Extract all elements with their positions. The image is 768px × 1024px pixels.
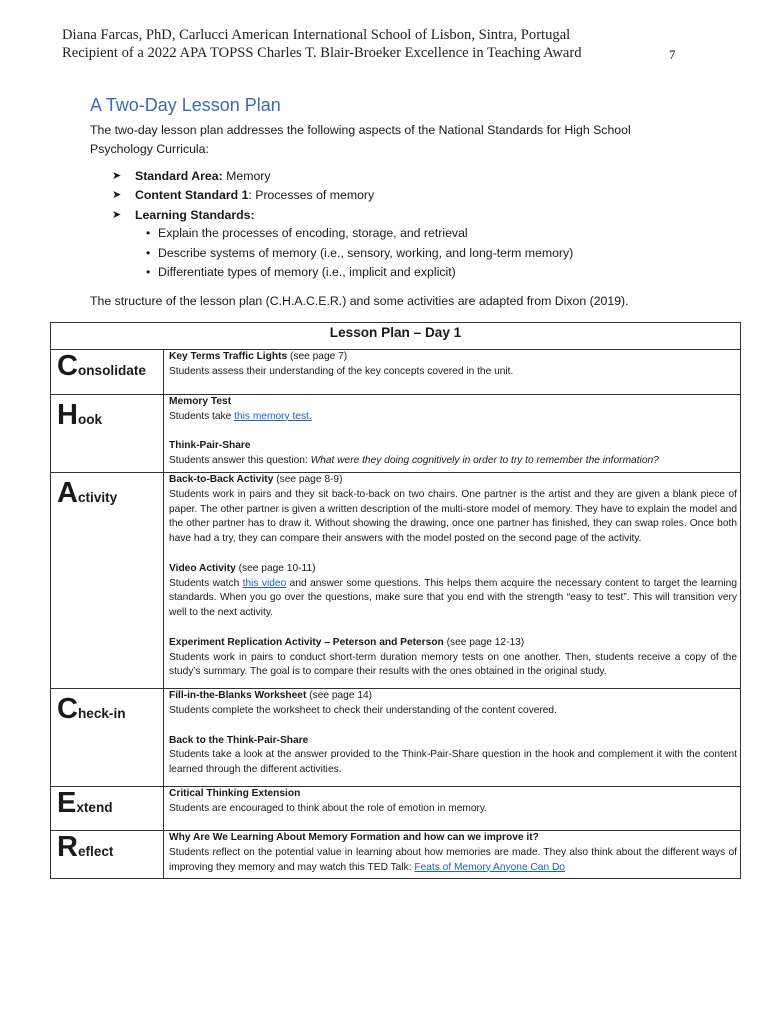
stage-initial: A (57, 476, 78, 509)
activity-text: Students take (169, 410, 235, 422)
activity-page-note: (see page 14) (306, 690, 373, 702)
stage-rest: ctivity (77, 489, 118, 505)
table-heading-row (51, 323, 741, 350)
learning-standards-list (146, 224, 573, 283)
stage-content (164, 786, 741, 830)
activity-title: Why Are We Learning About Memory Formation and how can we improve it? (169, 831, 539, 843)
stage-label (51, 830, 164, 878)
video-link[interactable]: this video (242, 577, 287, 589)
header-award-line: Recipient of a 2022 APA TOPSS Charles T. Blair-Broeker Excellence in Teaching Award (62, 45, 582, 61)
stage-initial: C (57, 350, 78, 382)
stage-rest: xtend (76, 799, 113, 815)
header-author-line: Diana Farcas, PhD, Carlucci American International School of Lisbon, Sintra, Portugal (62, 27, 571, 43)
activity-text: Students complete the worksheet to check their understanding of the content covered. (169, 704, 557, 716)
standard-item (112, 206, 374, 225)
stage-content (164, 350, 741, 395)
structure-note: The structure of the lesson plan (C.H.A.C.E.R.) and some activities are adapted from Dixon (2019). (90, 294, 629, 308)
stage-label (51, 350, 164, 395)
section-title: A Two-Day Lesson Plan (90, 95, 281, 115)
standard-value: Memory (222, 169, 271, 183)
stage-initial: H (57, 399, 78, 431)
stage-initial: E (57, 786, 77, 819)
standards-list (112, 167, 374, 225)
ted-talk-link[interactable]: Feats of Memory Anyone Can Do (414, 861, 565, 873)
activity-text: Students reflect on the potential value in learning about how memories are made. They also think about the different ways of improving they memory and may watch this TED Talk: (169, 846, 737, 873)
standard-label: Standard Area: (135, 169, 223, 183)
stage-label (51, 472, 164, 688)
standard-label: Learning Standards: (135, 207, 255, 222)
activity-page-note: (see page 10-11) (235, 562, 316, 574)
arrowhead-bullet-icon: ➤ (112, 208, 122, 221)
activity-text: and answer some questions. This helps them acquire the necessary content to target the learning standards. When you go over the questions, make sure that you end with the strength “easy to test”. This will transition very well to the next activity. (169, 577, 737, 619)
learning-standard-item: • Differentiate types of memory (i.e., implicit and explicit) (146, 263, 573, 283)
stage-rest: eflect (77, 843, 114, 859)
stage-content (164, 472, 741, 688)
intro-paragraph: The two-day lesson plan addresses the following aspects of the National Standards for High School Psychology Curricula: (90, 123, 631, 156)
activity-title: Video Activity (169, 562, 236, 574)
activity-title: Memory Test (169, 396, 232, 407)
stage-initial: R (57, 830, 78, 863)
activity-page-note: (see page 8-9) (273, 473, 343, 485)
table-heading: Lesson Plan – Day 1 (51, 323, 741, 350)
stage-rest: heck-in (77, 706, 126, 722)
page-header (62, 26, 622, 62)
table-row-activity (51, 472, 741, 688)
page-number: 7 (669, 47, 676, 62)
standard-item (112, 167, 374, 186)
learning-standard-item: • Explain the processes of encoding, storage, and retrieval (146, 224, 573, 244)
stage-rest: onsolidate (77, 363, 146, 378)
activity-page-note: (see page 7) (287, 351, 348, 362)
stage-label (51, 395, 164, 473)
stage-content (164, 395, 741, 473)
memory-test-link[interactable]: this memory test. (234, 410, 312, 422)
standard-item (112, 186, 374, 205)
activity-text: Students work in pairs and they sit back-to-back on two chairs. One partner is the artist and they are given a blank piece of paper. The other partner is given a written description of the multi-store model of memory. They have to explain the model and the other partner has to draw it. Without showing the drawing, once one partner has finished, they can swap roles. Once both have had a try, they can compare their answers with the model posted on the second page of the activity. (169, 488, 737, 545)
activity-text: Students take a look at the answer provided to the Think-Pair-Share question in the hook and complement it with the content learned through the different activities. (169, 749, 737, 776)
stage-content (164, 689, 741, 787)
stage-rest: ook (77, 412, 103, 427)
stage-label (51, 689, 164, 787)
stage-initial: C (57, 693, 78, 726)
activity-title: Critical Thinking Extension (169, 787, 301, 799)
arrowhead-bullet-icon: ➤ (112, 189, 122, 202)
activity-title: Think-Pair-Share (169, 440, 251, 452)
activity-title: Experiment Replication Activity – Peterson and Peterson (169, 636, 444, 648)
activity-title: Key Terms Traffic Lights (169, 351, 288, 362)
activity-title: Fill-in-the-Blanks Worksheet (169, 690, 307, 702)
activity-text: Students work in pairs to conduct short-term duration memory tests on one another. Then, students receive a copy of the study’s summary. The goal is to compare their results with the ones obtained in the original study. (169, 651, 737, 678)
standard-value: : Processes of memory (248, 188, 375, 203)
table-row-hook (51, 395, 741, 473)
stage-label (51, 786, 164, 830)
standard-label: Content Standard 1 (135, 188, 249, 203)
activity-text: Students are encouraged to think about the role of emotion in memory. (169, 802, 488, 814)
activity-page-note: (see page 12-13) (443, 636, 525, 648)
activity-text: Students answer this question: (169, 455, 311, 467)
learning-standard-item: • Describe systems of memory (i.e., sensory, working, and long-term memory) (146, 244, 573, 264)
table-row-extend (51, 786, 741, 830)
table-row-consolidate (51, 350, 741, 395)
activity-title: Back-to-Back Activity (169, 473, 274, 485)
stage-content (164, 830, 741, 878)
table-row-reflect (51, 830, 741, 878)
activity-title: Back to the Think-Pair-Share (169, 734, 309, 746)
table-row-check-in (51, 689, 741, 787)
activity-question: What were they doing cognitively in order to try to remember the information? (310, 455, 659, 467)
activity-text: Students watch (169, 577, 243, 589)
activity-text: Students assess their understanding of the key concepts covered in the unit. (169, 365, 514, 377)
lesson-plan-table (50, 322, 741, 879)
arrowhead-bullet-icon: ➤ (112, 170, 122, 182)
